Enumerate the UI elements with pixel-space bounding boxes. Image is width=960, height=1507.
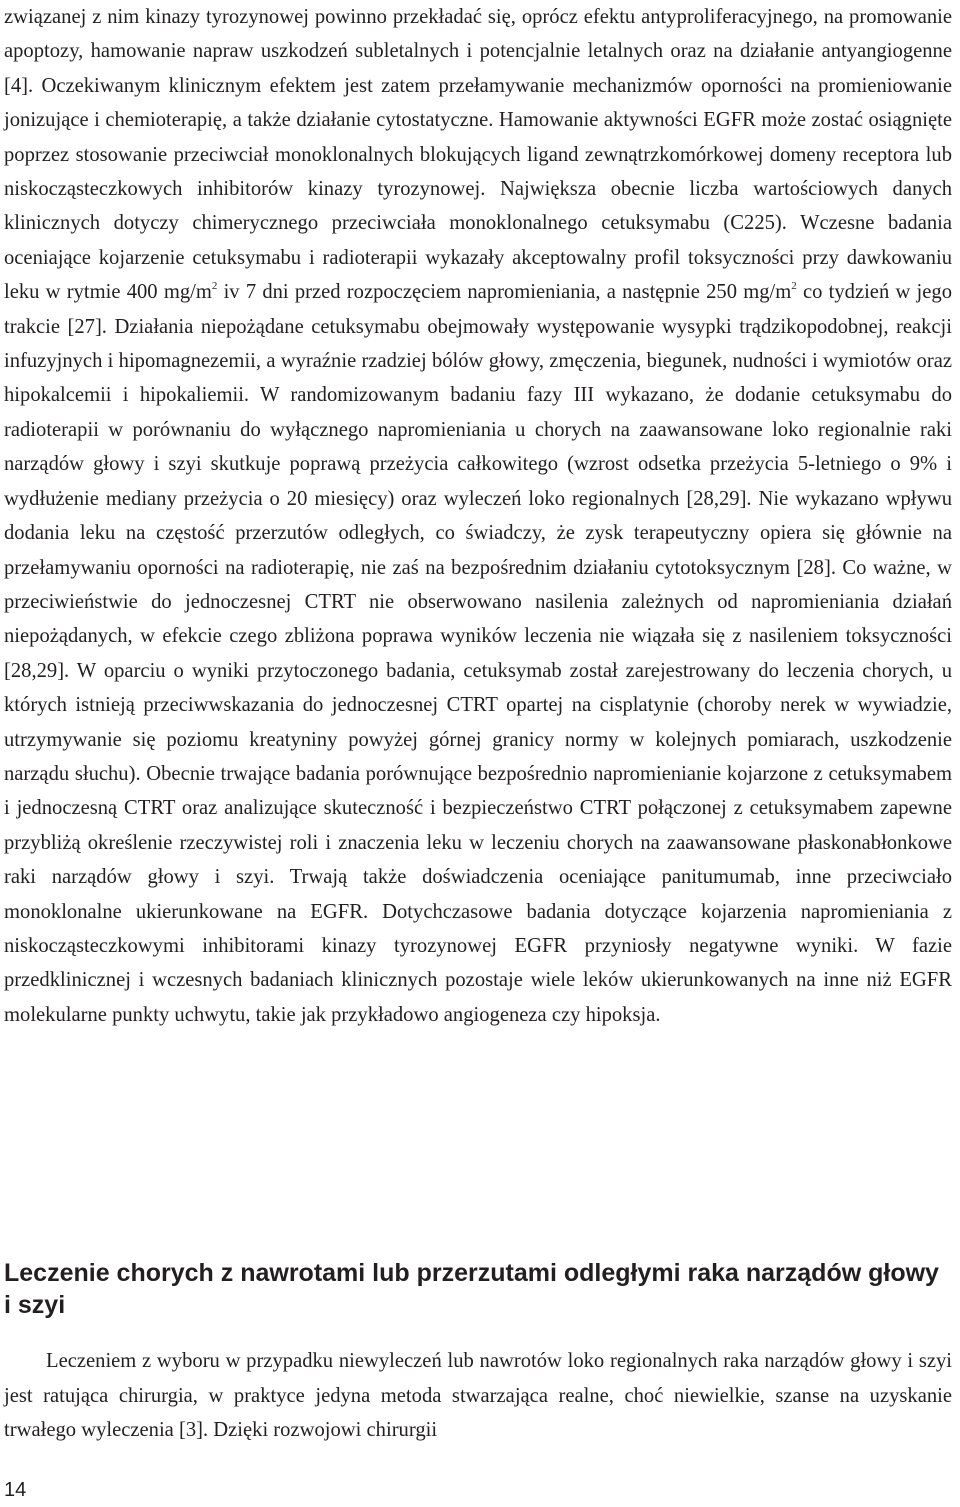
section-paragraph: Leczeniem z wyboru w przypadku niewyleczeń lub nawrotów loko regionalnych raka narządów głowy i szyi jest ratująca chirurgia, w praktyce jedyna metoda stwarzająca realne, choć niewielkie, szanse na uzyskanie trwałego wyleczenia [3]. Dzięki rozwojowi chirurgii: [4, 1350, 952, 1442]
superscript-squared: 2: [791, 280, 797, 293]
section-heading: Leczenie chorych z nawrotami lub przerzutami odległymi raka narządów głowy i szyi: [4, 1259, 939, 1319]
paragraph-text-part-2: iv 7 dni przed rozpoczęciem napromieniania, a następnie 250 mg/m: [217, 281, 792, 304]
paragraph-text-part-3: co tydzień w jego trakcie [27]. Działania niepożądane cetuksymabu obejmowały występowanie wysypki trądzikopodobnej, reakcji infuzyjnych i hipomagnezemii, a wyraźnie rzadziej bólów głowy, zmęczenia, biegunek, nudności i wymiotów oraz hipokalcemii i hipokaliemii. W randomizowanym badaniu fazy III wykazano, że dodanie cetuksymabu do radioterapii w porównaniu do wyłącznego napromieniania u chorych na zaawansowane loko regionalnie raki narządów głowy i szyi skutkuje poprawą przeżycia całkowitego (wzrost odsetka przeżycia 5-letniego o 9% i wydłużenie mediany przeżycia o 20 miesięcy) oraz wyleczeń loko regionalnych [28,29]. Nie wykazano wpływu dodania leku na częstość przerzutów odległych, co świadczy, że zysk terapeutyczny opiera się głównie na przełamywaniu oporności na radioterapię, nie zaś na bezpośrednim działaniu cytotoksycznym [28]. Co ważne, w przeciwieństwie do jednoczesnej CTRT nie obserwowano nasilenia zależnych od napromieniania działań niepożądanych, w efekcie czego zbliżona poprawa wyników leczenia nie wiązała się z nasileniem toksyczności [28,29]. W oparciu o wyniki przytoczonego badania, cetuksymab został zarejestrowany do leczenia chorych, u których istnieją przeciwwskazania do jednoczesnej CTRT opartej na cisplatynie (choroby nerek w wywiadzie, utrzymywanie się poziomu kreatyniny powyżej górnej granicy normy w kolejnych pomiarach, uszkodzenie narządu słuchu). Obecnie trwające badania porównujące bezpośrednio napromienianie kojarzone z cetuksymabem i jednoczesną CTRT oraz analizujące skuteczność i bezpieczeństwo CTRT połączonej z cetuksymabem zapewne przybliżą określenie rzeczywistej roli i znaczenia leku w leczeniu chorych na zaawansowane płaskonabłonkowe raki narządów głowy i szyi. Trwają także doświadczenia oceniające panitumumab, inne przeciwciało monoklonalne ukierunkowane na EGFR. Dotychczasowe badania dotyczące kojarzenia napromieniania z niskocząsteczkowymi inhibitorami kinazy tyrozynowej EGFR przyniosły negatywne wyniki. W fazie przedklinicznej i wczesnych badaniach klinicznych pozostaje wiele leków ukierunkowanych na inne niż EGFR molekularne punkty uchwytu, takie jak przykładowo angiogeneza czy hipoksja.: [4, 281, 952, 1026]
superscript-squared: 2: [211, 280, 218, 293]
body-paragraph: [4, 0, 952, 1032]
paragraph-text-part-1: związanej z nim kinazy tyrozynowej powinno przekładać się, oprócz efektu antyproliferacyjnego, na promowanie apoptozy, hamowanie napraw uszkodzeń subletalnych i potencjalnie letalnych oraz na działanie antyangiogenne [4]. Oczekiwanym klinicznym efektem jest zatem przełamywanie mechanizmów oporności na promieniowanie jonizujące i chemioterapię, a także działanie cytostatyczne. Hamowanie aktywności EGFR może zostać osiągnięte poprzez stosowanie przeciwciał monoklonalnych blokujących ligand zewnątrzkomórkowej domeny receptora lub niskocząsteczkowych inhibitorów kinazy tyrozynowej. Największa obecnie liczba wartościowych danych klinicznych dotyczy chimerycznego przeciwciała monoklonalnego cetuksymabu (C225). Wczesne badania oceniające kojarzenie cetuksymabu i radioterapii wykazały akceptowalny profil toksyczności przy dawkowaniu leku w rytmie 400 mg/m: [4, 6, 952, 304]
page-number: 14: [4, 1479, 27, 1501]
